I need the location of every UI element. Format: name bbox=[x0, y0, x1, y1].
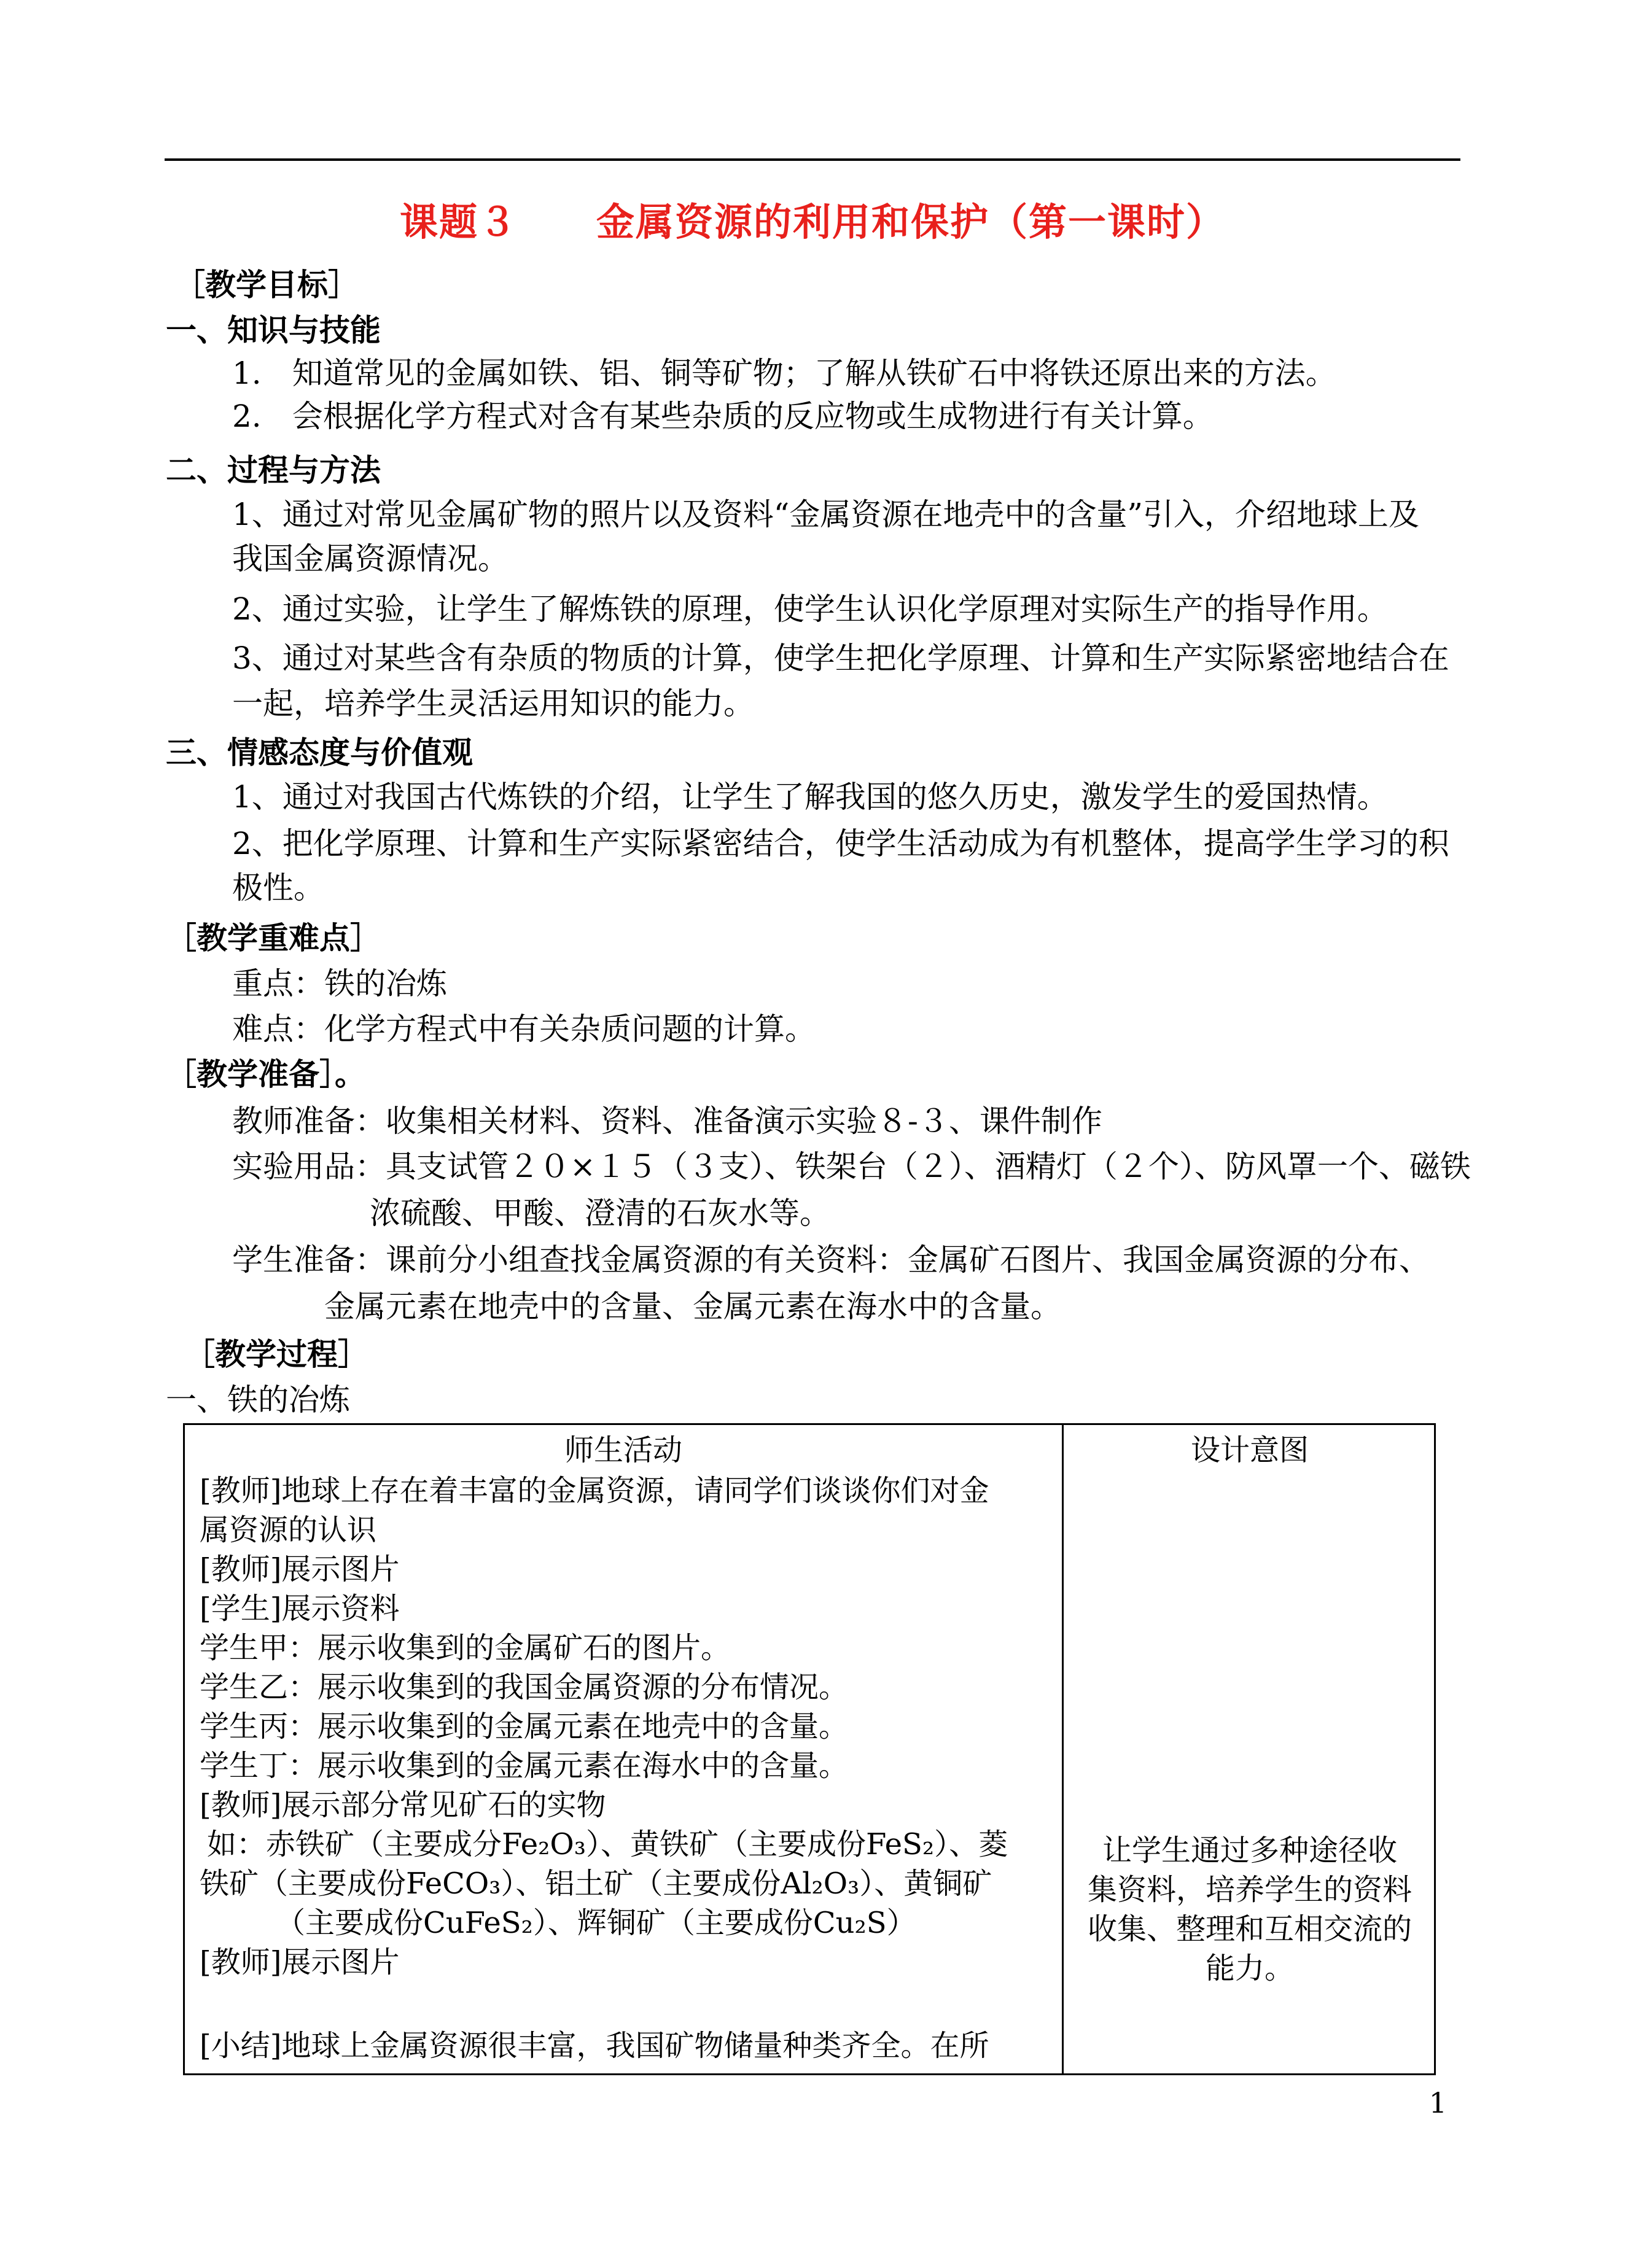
process-heading: 二、过程与方法 bbox=[166, 452, 381, 488]
knowledge-item-1: 1. 知道常见的金属如铁、铝、铜等矿物；了解从铁矿石中将铁还原出来的方法。 bbox=[232, 355, 1336, 391]
table-row: 学生丁：展示收集到的金属元素在海水中的含量。 bbox=[200, 1749, 849, 1783]
ore-text: ） bbox=[886, 1906, 916, 1940]
part1-heading: 一、铁的冶炼 bbox=[166, 1382, 350, 1418]
header-rule bbox=[165, 158, 1460, 161]
formula-feco3: FeCO₃ bbox=[406, 1866, 501, 1901]
table-row: [教师]地球上存在着丰富的金属资源，请同学们谈谈你们对金 bbox=[200, 1474, 989, 1508]
table-row: [学生]展示资料 bbox=[200, 1591, 400, 1626]
prep-heading: ［教学准备］。 bbox=[166, 1056, 365, 1092]
prep-student-cont: 金属元素在地壳中的含量、金属元素在海水中的含量。 bbox=[324, 1289, 1061, 1324]
keypoint: 重点：铁的冶炼 bbox=[232, 966, 447, 1001]
table-row: 学生丙：展示收集到的金属元素在地壳中的含量。 bbox=[200, 1709, 849, 1744]
ore-text: （主要成份 bbox=[276, 1906, 424, 1940]
formula-fe2o3: Fe₂O₃ bbox=[502, 1827, 586, 1862]
table-header-activity: 师生活动 bbox=[564, 1433, 682, 1467]
intent-line: 能力。 bbox=[1205, 1951, 1294, 1986]
ore-text: 如：赤铁矿（主要成分 bbox=[207, 1827, 502, 1862]
prep-items-cont: 浓硫酸、甲酸、澄清的石灰水等。 bbox=[370, 1195, 830, 1231]
ore-line-3 bbox=[276, 1903, 916, 1943]
page-number: 1 bbox=[1428, 2086, 1447, 2119]
knowledge-item-2: 2. 会根据化学方程式对含有某些杂质的反应物或生成物进行有关计算。 bbox=[232, 398, 1214, 434]
prep-items: 实验用品：具支试管２０×１５（３支）、铁架台（２）、酒精灯（２个）、防风罩一个、磁铁 bbox=[232, 1149, 1471, 1184]
table-row: 属资源的认识 bbox=[200, 1513, 377, 1547]
teaching-process-heading: ［教学过程］ bbox=[184, 1336, 368, 1372]
ore-line-1 bbox=[207, 1824, 1008, 1865]
ore-line-2 bbox=[200, 1863, 992, 1904]
process-item-1-cont: 我国金属资源情况。 bbox=[232, 541, 509, 577]
process-item-3-cont: 一起，培养学生灵活运用知识的能力。 bbox=[232, 686, 754, 721]
ore-text: 铁矿（主要成份 bbox=[200, 1866, 407, 1901]
formula-cufes2: CuFeS₂ bbox=[423, 1906, 533, 1940]
difficulty: 难点：化学方程式中有关杂质问题的计算。 bbox=[232, 1011, 816, 1047]
table-header-intent: 设计意图 bbox=[1190, 1433, 1309, 1467]
intent-line: 让学生通过多种途径收 bbox=[1102, 1833, 1397, 1868]
goals-heading: ［教学目标］ bbox=[174, 266, 359, 303]
table-row: [教师]展示图片 bbox=[200, 1945, 400, 1979]
attitude-item-2: 2、把化学原理、计算和生产实际紧密结合，使学生活动成为有机整体，提高学生学习的积 bbox=[232, 826, 1449, 861]
intent-line: 集资料，培养学生的资料 bbox=[1087, 1873, 1412, 1907]
table-row: [教师]展示图片 bbox=[200, 1552, 400, 1586]
process-item-2: 2、通过实验，让学生了解炼铁的原理，使学生认识化学原理对实际生产的指导作用。 bbox=[232, 591, 1388, 627]
process-item-1: 1、通过对常见金属矿物的照片以及资料“金属资源在地壳中的含量”引入，介绍地球上及 bbox=[232, 497, 1419, 532]
knowledge-heading: 一、知识与技能 bbox=[166, 312, 381, 348]
attitude-item-1: 1、通过对我国古代炼铁的介绍，让学生了解我国的悠久历史，激发学生的爱国热情。 bbox=[232, 779, 1388, 815]
formula-cu2s: Cu₂S bbox=[812, 1906, 887, 1940]
table-row-summary: [小结]地球上金属资源很丰富，我国矿物储量种类齐全。在所 bbox=[200, 2029, 989, 2063]
keypoints-heading: ［教学重难点］ bbox=[166, 920, 381, 956]
table-row: 学生甲：展示收集到的金属矿石的图片。 bbox=[200, 1631, 731, 1665]
ore-text: ）、黄铜矿 bbox=[859, 1866, 992, 1901]
attitude-heading: 三、情感态度与价值观 bbox=[166, 734, 473, 771]
ore-text: ）、铝土矿（主要成份 bbox=[501, 1866, 781, 1901]
prep-student: 学生准备：课前分小组查找金属资源的有关资料：金属矿石图片、我国金属资源的分布、 bbox=[232, 1242, 1430, 1278]
formula-al2o3: Al₂O₃ bbox=[781, 1866, 860, 1901]
ore-text: ）、辉铜矿（主要成份 bbox=[532, 1906, 813, 1940]
prep-teacher: 教师准备：收集相关材料、资料、准备演示实验８-３、课件制作 bbox=[232, 1103, 1102, 1139]
activity-table bbox=[183, 1423, 1436, 2075]
ore-text: ）、黄铁矿（主要成份 bbox=[585, 1827, 866, 1862]
table-row: [教师]展示部分常见矿石的实物 bbox=[200, 1788, 606, 1822]
process-item-3: 3、通过对某些含有杂质的物质的计算，使学生把化学原理、计算和生产实际紧密地结合在 bbox=[232, 640, 1449, 676]
attitude-item-2-cont: 极性。 bbox=[232, 870, 324, 906]
table-row: 学生乙：展示收集到的我国金属资源的分布情况。 bbox=[200, 1670, 849, 1704]
formula-fes2: FeS₂ bbox=[865, 1827, 935, 1862]
page-title: 课题３ 金属资源的利用和保护（第一课时） bbox=[399, 200, 1225, 244]
intent-line: 收集、整理和互相交流的 bbox=[1087, 1912, 1412, 1946]
ore-text: ）、菱 bbox=[934, 1827, 1008, 1862]
